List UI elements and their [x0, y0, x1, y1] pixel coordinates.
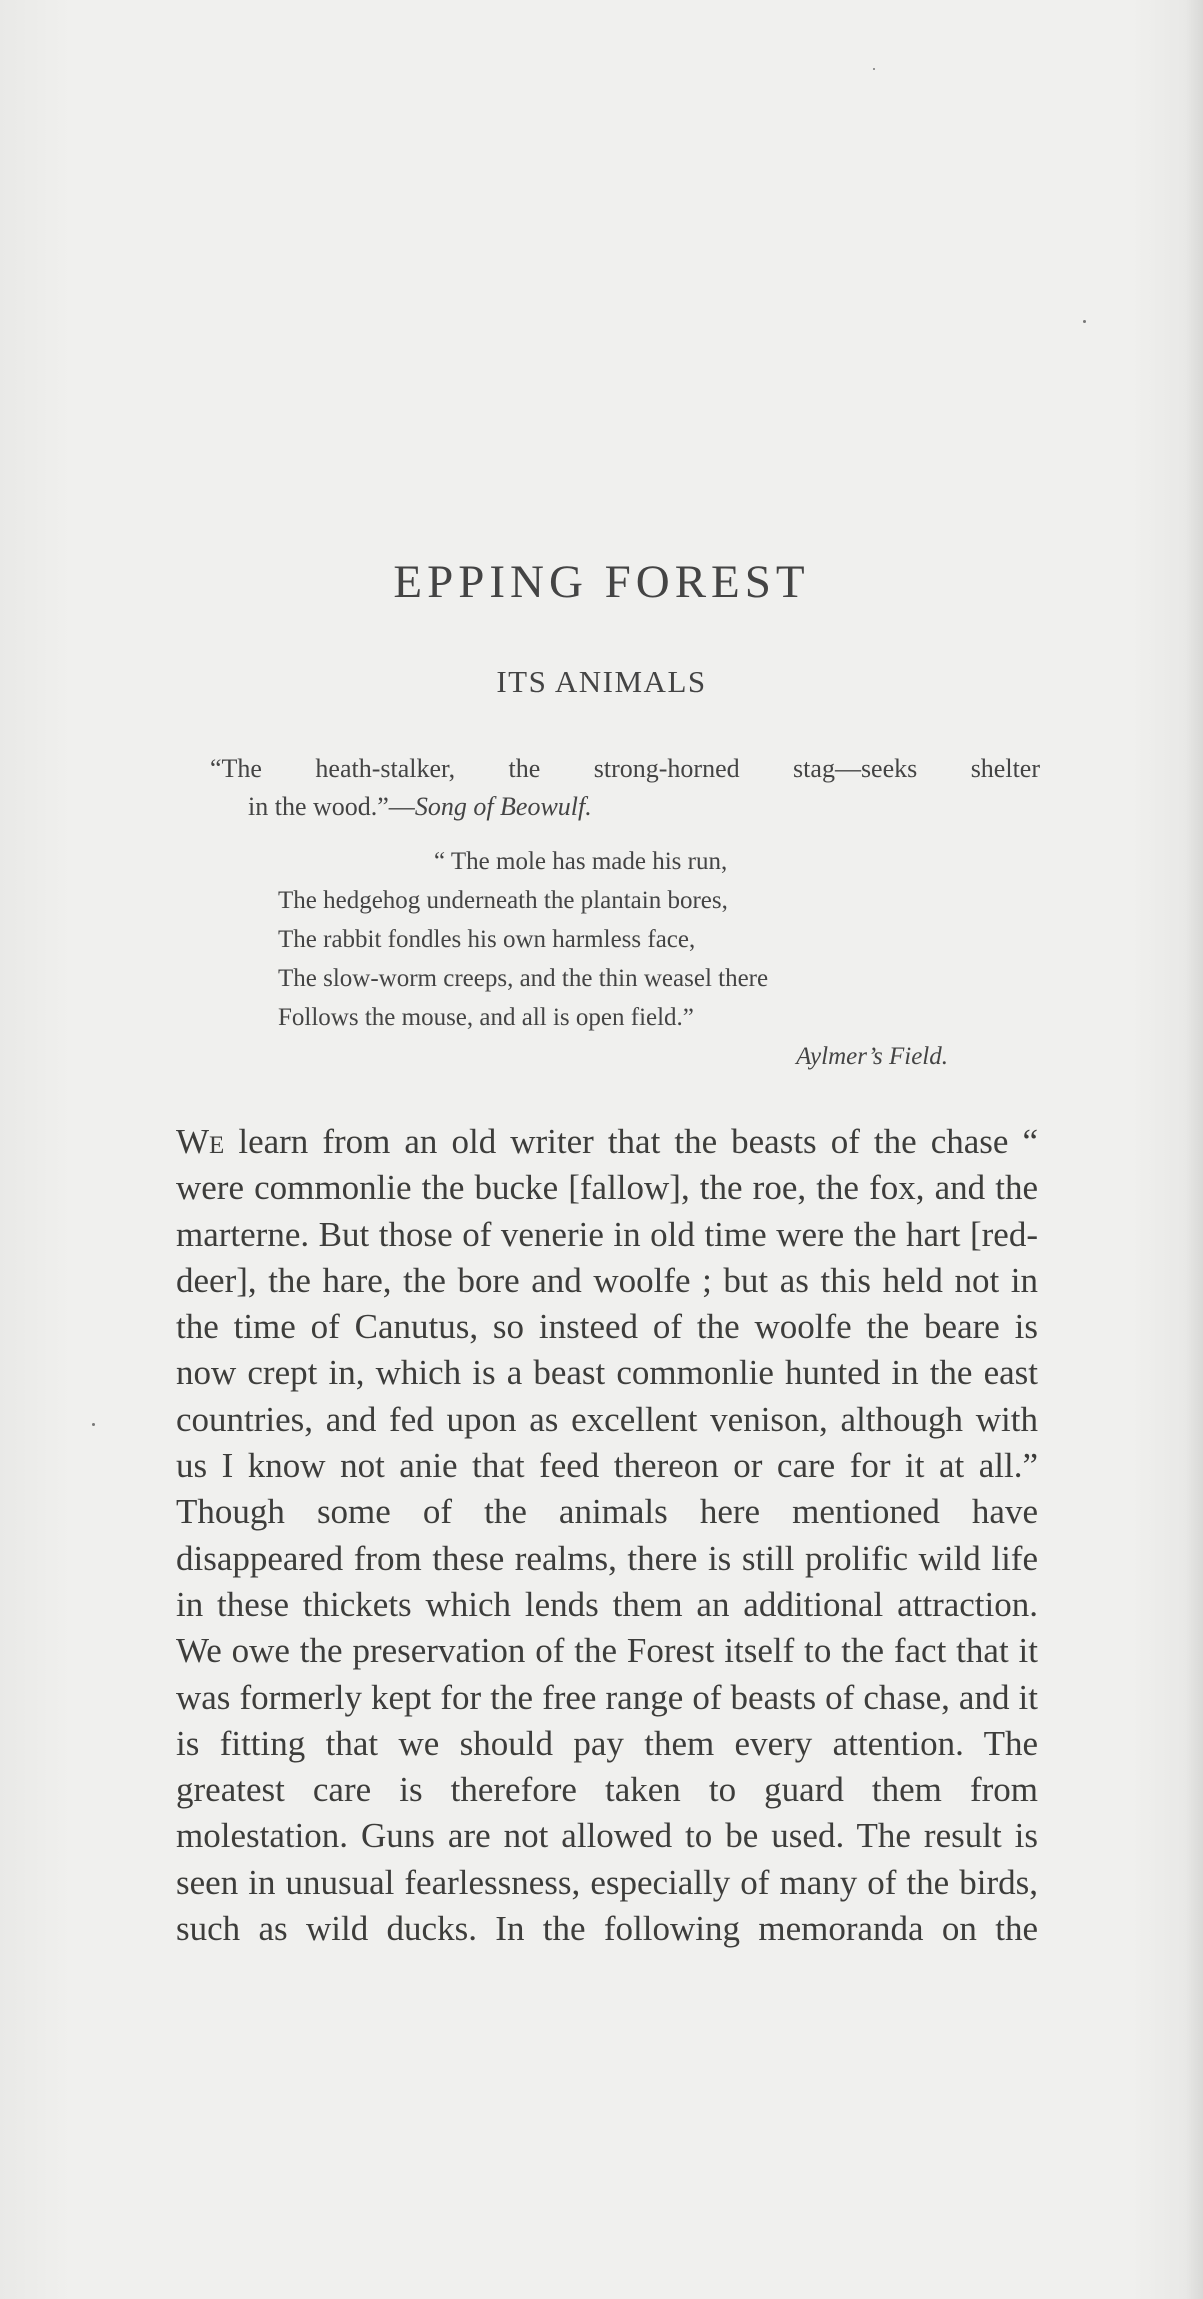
body-paragraph: [176, 1119, 1038, 1952]
poem-line: The slow-worm creeps, and the thin weasel there: [278, 965, 769, 992]
chapter-subtitle: ITS ANIMALS: [496, 664, 707, 699]
page-edge-shadow: [1185, 0, 1203, 2299]
epigraph-line: [210, 788, 1040, 826]
paper-speck: [873, 68, 875, 70]
paper-speck: [1083, 320, 1086, 323]
drop-word: We: [176, 1122, 225, 1161]
poem-line: The hedgehog underneath the plantain bores,: [278, 887, 728, 914]
epigraph-beowulf: [210, 750, 1040, 826]
paper-speck: [92, 1423, 95, 1426]
chapter-title: EPPING FOREST: [393, 556, 810, 608]
epigraph-line: “The heath-stalker, the strong-horned stag—seeks shelter: [210, 754, 1040, 783]
poem-attribution: Aylmer’s Field.: [796, 1043, 948, 1070]
epigraph-poem: [278, 842, 978, 1076]
epigraph-source: Song of Beowulf.: [414, 792, 592, 821]
poem-line: The rabbit fondles his own harmless face,: [278, 926, 696, 953]
paragraph: [176, 1119, 1038, 1952]
poem-line: “ The mole has made his run,: [434, 848, 728, 875]
epigraph-text: in the wood.”—: [248, 792, 415, 821]
paragraph-text: learn from an old writer that the beasts of the chase “ were commonlie the bucke [fallow], the roe, the fox, and the marterne. But those of venerie in old time were the hart [red-deer], the hare, the bore and woolfe ; but as this held not in the time of Canutus, so insteed of the woolfe the beare is now crept in, which is a beast commonlie hunted in the east countries, and fed upon as excellent venison, although with us I know not anie that feed thereon or care for it at all.” Though some of the animals here mentioned have disappeared from these realms, there is still prolific wild life in these thickets which lends them an additional attraction. We owe the preservation of the Forest itself to the fact that it was formerly kept for the free range of beasts of chase, and it is fitting that we should pay them every attention. The greatest care is therefore taken to guard them from molestation. Guns are not allowed to be used. The result is seen in unusual fearlessness, especially of many of the birds, such as wild ducks. In the following memoranda on the: [176, 1122, 1038, 1949]
poem-line: Follows the mouse, and all is open field.”: [278, 1004, 694, 1031]
